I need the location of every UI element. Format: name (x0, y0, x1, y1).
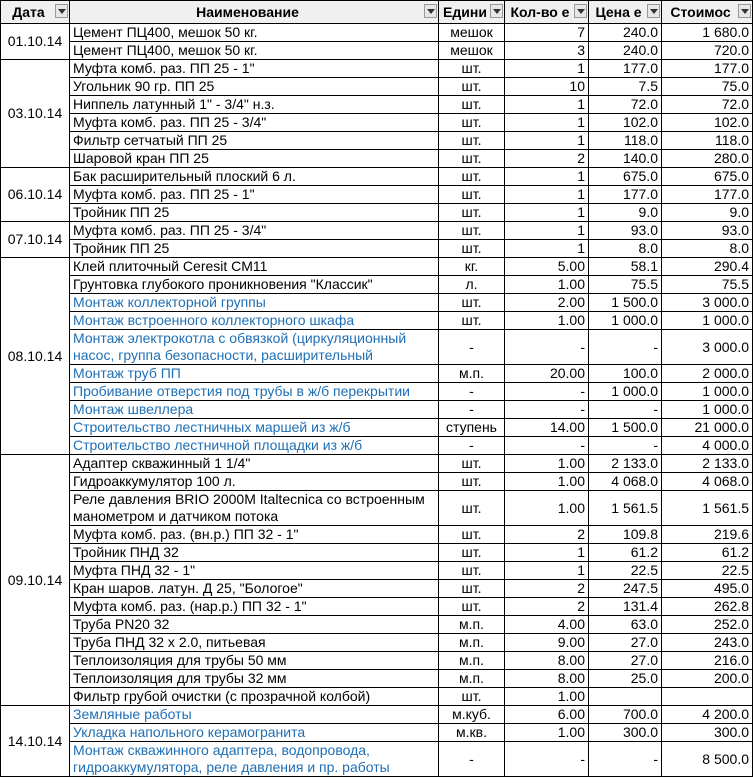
price-cell[interactable]: 4 068.0 (589, 473, 662, 491)
quantity-cell[interactable]: 1 (505, 132, 589, 150)
date-cell[interactable]: 06.10.14 (1, 168, 70, 222)
unit-cell[interactable]: шт. (439, 240, 505, 258)
unit-cell[interactable]: шт. (439, 78, 505, 96)
unit-cell[interactable]: шт. (439, 294, 505, 312)
table-row (1, 652, 753, 670)
table-row (1, 544, 753, 562)
table-row (1, 114, 753, 132)
name-cell[interactable]: Строительство лестничной площадки из ж/б (70, 437, 439, 455)
name-cell[interactable]: Клей плиточный Ceresit CM11 (70, 258, 439, 276)
name-cell[interactable]: Монтаж скважинного адаптера, водопровода, гидроаккумулятора, реле давления и пр. работы (70, 742, 439, 777)
unit-cell[interactable]: шт. (439, 580, 505, 598)
quantity-cell[interactable]: 8.00 (505, 670, 589, 688)
column-header-cost[interactable] (662, 1, 753, 24)
table-row (1, 383, 753, 401)
table-row (1, 616, 753, 634)
table-row (1, 222, 753, 240)
quantity-cell[interactable]: 1.00 (505, 473, 589, 491)
table-row (1, 365, 753, 383)
unit-cell[interactable]: м.куб. (439, 706, 505, 724)
price-cell[interactable]: 1 561.5 (589, 491, 662, 526)
quantity-cell[interactable]: - (505, 401, 589, 419)
price-cell[interactable]: 109.8 (589, 526, 662, 544)
table-row (1, 132, 753, 150)
name-cell[interactable]: Грунтовка глубокого проникновения "Классик" (70, 276, 439, 294)
quantity-cell[interactable]: 1 (505, 240, 589, 258)
filter-dropdown-icon[interactable] (424, 4, 437, 18)
unit-cell[interactable]: шт. (439, 150, 505, 168)
table-row (1, 78, 753, 96)
price-cell[interactable]: 1 000.0 (589, 383, 662, 401)
cost-cell[interactable]: 720.0 (662, 42, 753, 60)
column-header-qty[interactable] (505, 1, 589, 24)
date-cell[interactable]: 01.10.14 (1, 24, 70, 60)
unit-cell[interactable]: - (439, 742, 505, 777)
cost-cell[interactable]: 102.0 (662, 114, 753, 132)
quantity-cell[interactable]: 1 (505, 60, 589, 78)
table-row (1, 598, 753, 616)
price-cell[interactable]: 118.0 (589, 132, 662, 150)
table-row (1, 742, 753, 777)
table-row (1, 294, 753, 312)
column-header-name[interactable] (70, 1, 439, 24)
price-cell[interactable]: 75.5 (589, 276, 662, 294)
quantity-cell[interactable]: 1 (505, 96, 589, 114)
price-cell[interactable]: 72.0 (589, 96, 662, 114)
name-cell[interactable]: Тройник ПП 25 (70, 240, 439, 258)
table-row (1, 688, 753, 706)
cost-cell[interactable]: 118.0 (662, 132, 753, 150)
price-cell[interactable]: 102.0 (589, 114, 662, 132)
unit-cell[interactable]: шт. (439, 204, 505, 222)
cost-cell[interactable]: 4 068.0 (662, 473, 753, 491)
name-cell[interactable]: Фильтр грубой очистки (с прозрачной колбой) (70, 688, 439, 706)
name-cell[interactable]: Труба ПНД 32 х 2.0, питьевая (70, 634, 439, 652)
cost-cell[interactable] (662, 688, 753, 706)
table-row (1, 491, 753, 526)
cost-cell[interactable]: 177.0 (662, 60, 753, 78)
price-cell[interactable]: 240.0 (589, 42, 662, 60)
table-row (1, 42, 753, 60)
table-row (1, 186, 753, 204)
quantity-cell[interactable]: 10 (505, 78, 589, 96)
price-cell[interactable]: - (589, 401, 662, 419)
price-cell[interactable]: 8.0 (589, 240, 662, 258)
column-header-label: Кол-во е (510, 3, 570, 20)
unit-cell[interactable]: мешок (439, 42, 505, 60)
unit-cell[interactable]: шт. (439, 491, 505, 526)
table-row (1, 419, 753, 437)
filter-dropdown-icon[interactable] (738, 4, 751, 18)
table-row (1, 580, 753, 598)
quantity-cell[interactable]: 1 (505, 204, 589, 222)
unit-cell[interactable]: шт. (439, 688, 505, 706)
column-header-label: Едини (443, 3, 487, 20)
price-cell[interactable]: - (589, 742, 662, 777)
name-cell[interactable]: Бак расширительный плоский 6 л. (70, 168, 439, 186)
cost-cell[interactable]: 1 680.0 (662, 24, 753, 42)
name-cell[interactable]: Кран шаров. латун. Д 25, "Бологое" (70, 580, 439, 598)
price-cell[interactable]: 131.4 (589, 598, 662, 616)
unit-cell[interactable]: м.кв. (439, 724, 505, 742)
price-cell[interactable]: 63.0 (589, 616, 662, 634)
table-row (1, 670, 753, 688)
name-cell[interactable]: Муфта ПНД 32 - 1" (70, 562, 439, 580)
quantity-cell[interactable]: 4.00 (505, 616, 589, 634)
date-cell[interactable]: 08.10.14 (1, 258, 70, 455)
name-cell[interactable]: Пробивание отверстия под трубы в ж/б перекрытии (70, 383, 439, 401)
price-cell[interactable]: 61.2 (589, 544, 662, 562)
price-cell[interactable]: - (589, 437, 662, 455)
quantity-cell[interactable]: 1 (505, 544, 589, 562)
price-cell[interactable]: 140.0 (589, 150, 662, 168)
quantity-cell[interactable]: 2.00 (505, 294, 589, 312)
column-header-price[interactable] (589, 1, 662, 24)
table-row (1, 724, 753, 742)
unit-cell[interactable]: шт. (439, 186, 505, 204)
price-cell[interactable]: 25.0 (589, 670, 662, 688)
price-cell[interactable]: 675.0 (589, 168, 662, 186)
cost-cell[interactable]: 200.0 (662, 670, 753, 688)
cost-cell[interactable]: 252.0 (662, 616, 753, 634)
cost-cell[interactable]: 243.0 (662, 634, 753, 652)
price-cell[interactable]: 300.0 (589, 724, 662, 742)
name-cell[interactable]: Ниппель латунный 1" - 3/4" н.з. (70, 96, 439, 114)
quantity-cell[interactable]: 5.00 (505, 258, 589, 276)
name-cell[interactable]: Монтаж электрокотла с обвязкой (циркуляционный насос, группа безопасности, расширительный (70, 330, 439, 365)
price-cell[interactable]: 9.0 (589, 204, 662, 222)
name-cell[interactable]: Муфта комб. раз. (нар.р.) ПП 32 - 1" (70, 598, 439, 616)
unit-cell[interactable]: шт. (439, 598, 505, 616)
quantity-cell[interactable]: - (505, 383, 589, 401)
table-row (1, 330, 753, 365)
name-cell[interactable]: Гидроаккумулятор 100 л. (70, 473, 439, 491)
table-row (1, 276, 753, 294)
unit-cell[interactable]: шт. (439, 455, 505, 473)
table-row (1, 706, 753, 724)
unit-cell[interactable]: шт. (439, 562, 505, 580)
cost-cell[interactable]: 93.0 (662, 222, 753, 240)
table-row (1, 312, 753, 330)
table-row (1, 204, 753, 222)
filter-dropdown-icon[interactable] (647, 4, 660, 18)
quantity-cell[interactable]: 1.00 (505, 312, 589, 330)
price-cell[interactable]: 247.5 (589, 580, 662, 598)
cost-cell[interactable]: 9.0 (662, 204, 753, 222)
unit-cell[interactable]: м.п. (439, 616, 505, 634)
name-cell[interactable]: Труба PN20 32 (70, 616, 439, 634)
column-header-label: Наименование (196, 3, 299, 20)
cost-cell[interactable]: 219.6 (662, 526, 753, 544)
unit-cell[interactable]: шт. (439, 132, 505, 150)
cost-cell[interactable]: 3 000.0 (662, 330, 753, 365)
name-cell[interactable]: Муфта комб. раз. (вн.р.) ПП 32 - 1" (70, 526, 439, 544)
unit-cell[interactable]: ступень (439, 419, 505, 437)
unit-cell[interactable]: шт. (439, 526, 505, 544)
date-cell[interactable]: 07.10.14 (1, 222, 70, 258)
price-cell[interactable]: 1 500.0 (589, 294, 662, 312)
quantity-cell[interactable]: 2 (505, 598, 589, 616)
cost-cell[interactable]: 75.0 (662, 78, 753, 96)
table-row (1, 168, 753, 186)
table-row (1, 60, 753, 78)
name-cell[interactable]: Строительство лестничных маршей из ж/б (70, 419, 439, 437)
name-cell[interactable]: Тройник ПНД 32 (70, 544, 439, 562)
quantity-cell[interactable]: 1 (505, 562, 589, 580)
cost-cell[interactable]: 2 133.0 (662, 455, 753, 473)
cost-cell[interactable]: 72.0 (662, 96, 753, 114)
name-cell[interactable]: Монтаж труб ПП (70, 365, 439, 383)
price-cell[interactable]: 177.0 (589, 186, 662, 204)
name-cell[interactable]: Земляные работы (70, 706, 439, 724)
cost-cell[interactable]: 8.0 (662, 240, 753, 258)
name-cell[interactable]: Муфта комб. раз. ПП 25 - 1" (70, 186, 439, 204)
quantity-cell[interactable]: - (505, 437, 589, 455)
quantity-cell[interactable]: 20.00 (505, 365, 589, 383)
column-header-date[interactable] (1, 1, 70, 24)
name-cell[interactable]: Монтаж швеллера (70, 401, 439, 419)
name-cell[interactable]: Шаровой кран ПП 25 (70, 150, 439, 168)
price-cell[interactable]: - (589, 330, 662, 365)
table-row (1, 455, 753, 473)
cost-cell[interactable]: 216.0 (662, 652, 753, 670)
header-row (1, 1, 753, 24)
unit-cell[interactable]: м.п. (439, 652, 505, 670)
name-cell[interactable]: Теплоизоляция для трубы 50 мм (70, 652, 439, 670)
name-cell[interactable]: Муфта комб. раз. ПП 25 - 3/4" (70, 114, 439, 132)
quantity-cell[interactable]: 1.00 (505, 724, 589, 742)
cost-cell[interactable]: 1 561.5 (662, 491, 753, 526)
cost-cell[interactable]: 22.5 (662, 562, 753, 580)
cost-cell[interactable]: 495.0 (662, 580, 753, 598)
price-cell[interactable]: 27.0 (589, 634, 662, 652)
price-cell[interactable] (589, 688, 662, 706)
price-cell[interactable]: 700.0 (589, 706, 662, 724)
table-row (1, 634, 753, 652)
unit-cell[interactable]: м.п. (439, 670, 505, 688)
name-cell[interactable]: Цемент ПЦ400, мешок 50 кг. (70, 24, 439, 42)
cost-cell[interactable]: 300.0 (662, 724, 753, 742)
unit-cell[interactable]: шт. (439, 312, 505, 330)
unit-cell[interactable]: мешок (439, 24, 505, 42)
quantity-cell[interactable]: 2 (505, 150, 589, 168)
table-row (1, 473, 753, 491)
quantity-cell[interactable]: 1.00 (505, 688, 589, 706)
quantity-cell[interactable]: - (505, 330, 589, 365)
table-row (1, 401, 753, 419)
quantity-cell[interactable]: 1 (505, 114, 589, 132)
price-cell[interactable]: 177.0 (589, 60, 662, 78)
price-cell[interactable]: 2 133.0 (589, 455, 662, 473)
date-cell[interactable]: 14.10.14 (1, 706, 70, 777)
name-cell[interactable]: Адаптер скважинный 1 1/4" (70, 455, 439, 473)
name-cell[interactable]: Укладка напольного керамогранита (70, 724, 439, 742)
name-cell[interactable]: Монтаж коллекторной группы (70, 294, 439, 312)
filter-dropdown-icon[interactable] (490, 4, 503, 18)
price-cell[interactable]: 58.1 (589, 258, 662, 276)
price-cell[interactable]: 22.5 (589, 562, 662, 580)
name-cell[interactable]: Теплоизоляция для трубы 32 мм (70, 670, 439, 688)
cost-cell[interactable]: 75.5 (662, 276, 753, 294)
name-cell[interactable]: Реле давления BRIO 2000M Italtecnica со встроенным манометром и датчиком потока (70, 491, 439, 526)
table-row (1, 437, 753, 455)
name-cell[interactable]: Монтаж встроенного коллекторного шкафа (70, 312, 439, 330)
quantity-cell[interactable]: 8.00 (505, 652, 589, 670)
quantity-cell[interactable]: 2 (505, 580, 589, 598)
cost-cell[interactable]: 61.2 (662, 544, 753, 562)
cost-cell[interactable]: 1 000.0 (662, 401, 753, 419)
table-row (1, 562, 753, 580)
cost-cell[interactable]: 4 200.0 (662, 706, 753, 724)
unit-cell[interactable]: шт. (439, 222, 505, 240)
unit-cell[interactable]: шт. (439, 168, 505, 186)
cost-cell[interactable]: 1 000.0 (662, 312, 753, 330)
unit-cell[interactable]: шт. (439, 96, 505, 114)
unit-cell[interactable]: л. (439, 276, 505, 294)
cost-cell[interactable]: 177.0 (662, 186, 753, 204)
quantity-cell[interactable]: 1 (505, 168, 589, 186)
unit-cell[interactable]: шт. (439, 473, 505, 491)
column-header-label: Цена е (595, 3, 642, 20)
price-cell[interactable]: 100.0 (589, 365, 662, 383)
column-header-label: Дата (12, 3, 45, 20)
name-cell[interactable]: Фильтр сетчатый ПП 25 (70, 132, 439, 150)
date-cell[interactable]: 03.10.14 (1, 60, 70, 168)
quantity-cell[interactable]: 2 (505, 526, 589, 544)
unit-cell[interactable]: шт. (439, 60, 505, 78)
cost-cell[interactable]: 2 000.0 (662, 365, 753, 383)
cost-cell[interactable]: 8 500.0 (662, 742, 753, 777)
table-row (1, 240, 753, 258)
filter-dropdown-icon[interactable] (55, 4, 68, 18)
cost-cell[interactable]: 262.8 (662, 598, 753, 616)
price-cell[interactable]: 1 500.0 (589, 419, 662, 437)
table-body (1, 24, 753, 777)
unit-cell[interactable]: шт. (439, 544, 505, 562)
quantity-cell[interactable]: 1 (505, 186, 589, 204)
quantity-cell[interactable]: 7 (505, 24, 589, 42)
table-row (1, 258, 753, 276)
unit-cell[interactable]: - (439, 437, 505, 455)
unit-cell[interactable]: - (439, 330, 505, 365)
quantity-cell[interactable]: 1.00 (505, 276, 589, 294)
price-cell[interactable]: 7.5 (589, 78, 662, 96)
name-cell[interactable]: Тройник ПП 25 (70, 204, 439, 222)
table-row (1, 150, 753, 168)
price-cell[interactable]: 93.0 (589, 222, 662, 240)
filter-dropdown-icon[interactable] (574, 4, 587, 18)
date-cell[interactable]: 09.10.14 (1, 455, 70, 706)
cost-cell[interactable]: 675.0 (662, 168, 753, 186)
quantity-cell[interactable]: - (505, 742, 589, 777)
price-cell[interactable]: 1 000.0 (589, 312, 662, 330)
quantity-cell[interactable]: 1.00 (505, 455, 589, 473)
name-cell[interactable]: Цемент ПЦ400, мешок 50 кг. (70, 42, 439, 60)
cost-cell[interactable]: 1 000.0 (662, 383, 753, 401)
unit-cell[interactable]: - (439, 401, 505, 419)
table-row (1, 96, 753, 114)
name-cell[interactable]: Угольник 90 гр. ПП 25 (70, 78, 439, 96)
quantity-cell[interactable]: 6.00 (505, 706, 589, 724)
quantity-cell[interactable]: 1 (505, 222, 589, 240)
table-row (1, 24, 753, 42)
cost-cell[interactable]: 3 000.0 (662, 294, 753, 312)
column-header-unit[interactable] (439, 1, 505, 24)
quantity-cell[interactable]: 1.00 (505, 491, 589, 526)
unit-cell[interactable]: кг. (439, 258, 505, 276)
cost-cell[interactable]: 290.4 (662, 258, 753, 276)
price-cell[interactable]: 27.0 (589, 652, 662, 670)
name-cell[interactable]: Муфта комб. раз. ПП 25 - 3/4" (70, 222, 439, 240)
unit-cell[interactable]: шт. (439, 114, 505, 132)
unit-cell[interactable]: м.п. (439, 365, 505, 383)
quantity-cell[interactable]: 9.00 (505, 634, 589, 652)
name-cell[interactable]: Муфта комб. раз. ПП 25 - 1" (70, 60, 439, 78)
cost-cell[interactable]: 4 000.0 (662, 437, 753, 455)
cost-cell[interactable]: 280.0 (662, 150, 753, 168)
quantity-cell[interactable]: 3 (505, 42, 589, 60)
quantity-cell[interactable]: 14.00 (505, 419, 589, 437)
unit-cell[interactable]: м.п. (439, 634, 505, 652)
unit-cell[interactable]: - (439, 383, 505, 401)
column-header-label: Стоимос (670, 3, 731, 20)
table-row (1, 526, 753, 544)
price-cell[interactable]: 240.0 (589, 24, 662, 42)
cost-cell[interactable]: 21 000.0 (662, 419, 753, 437)
